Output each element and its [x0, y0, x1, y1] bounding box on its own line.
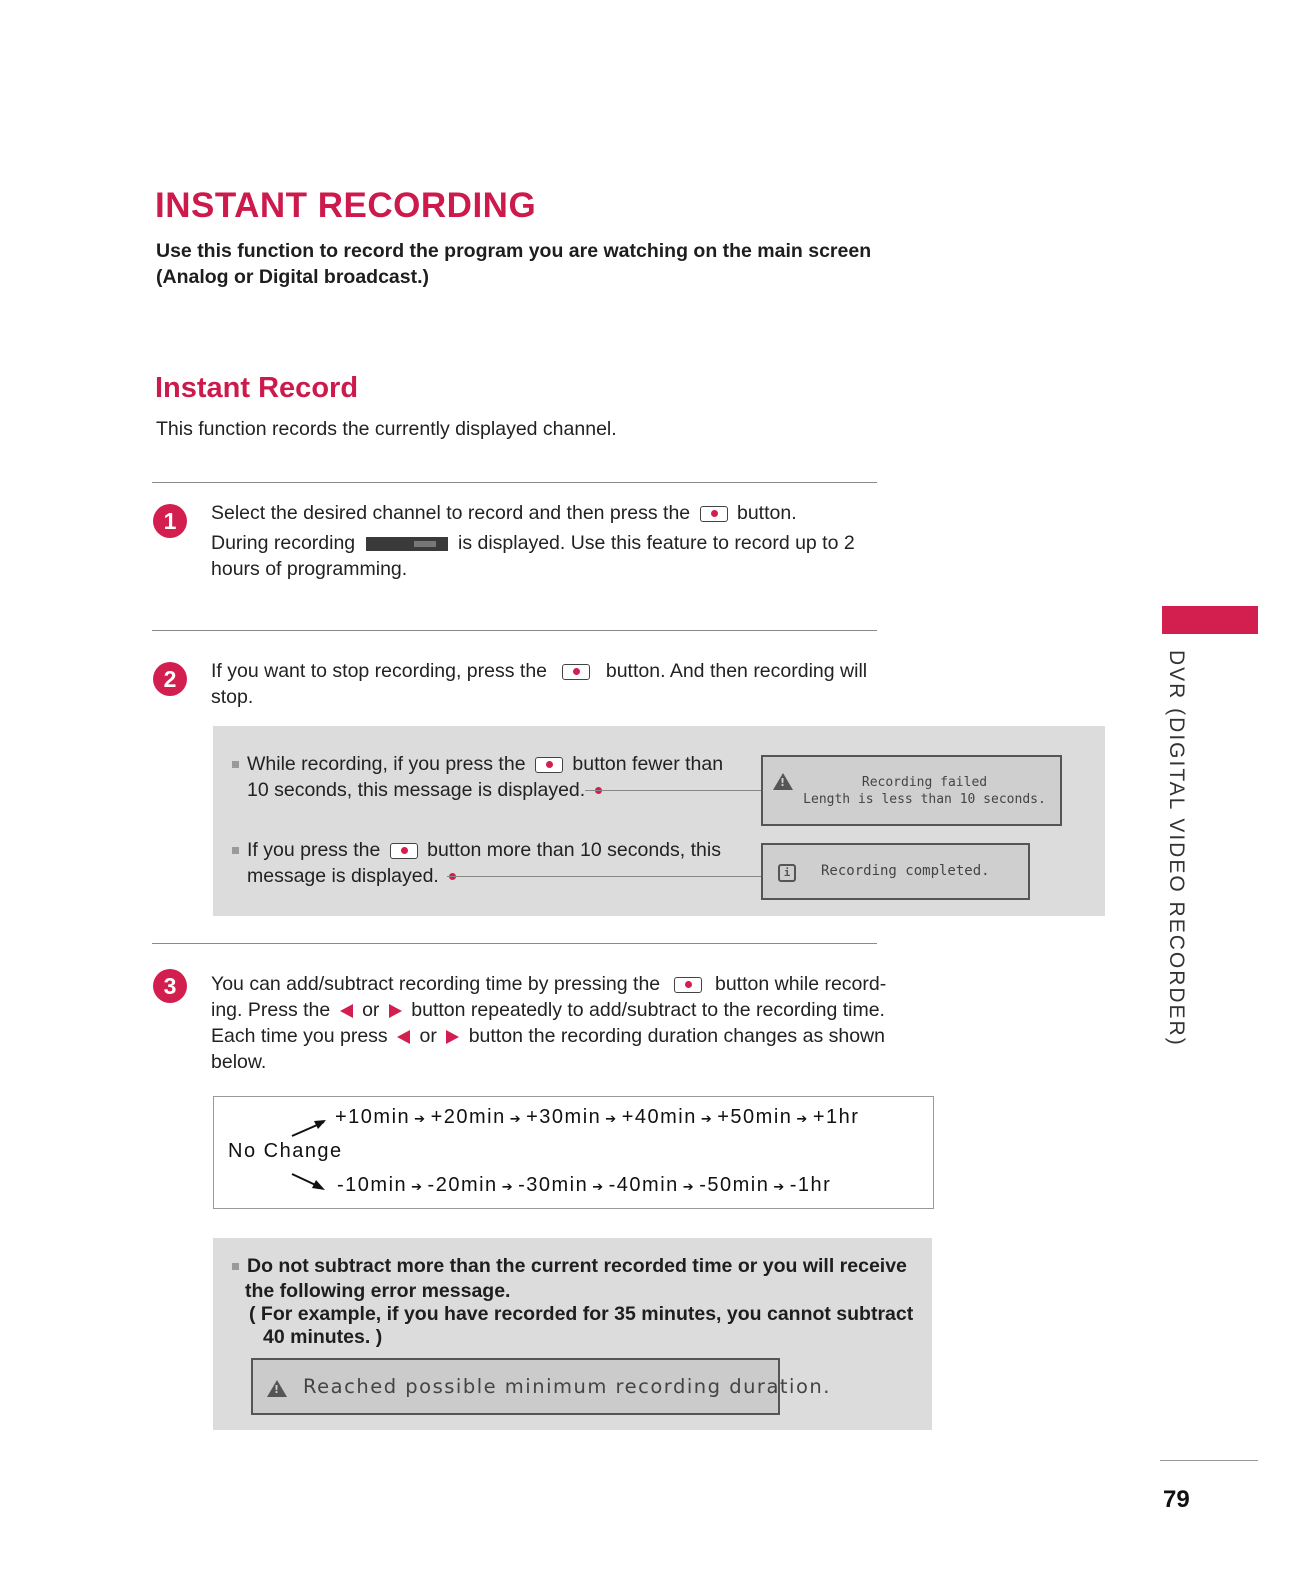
bullet: [232, 761, 239, 768]
left-arrow-icon: [397, 1030, 410, 1044]
record-button-icon: [390, 843, 418, 859]
footer-divider: [1160, 1460, 1258, 1461]
branch-arrows-icon: [288, 1116, 332, 1196]
osd-minimum-duration: ! Reached possible minimum recording duration.: [251, 1358, 780, 1415]
page-number: 79: [1163, 1486, 1190, 1513]
connector-line: [447, 876, 761, 877]
record-button-icon: [535, 757, 563, 773]
osd-recording-completed: i Recording completed.: [761, 843, 1030, 900]
osd-recording-failed: ! Recording failed Length is less than 10 seconds.: [761, 755, 1062, 826]
step-1-text: Select the desired channel to record and then press the button. During recording is displayed. Use this feature to record up to 2 hours of programming.: [211, 502, 855, 580]
warning-note-text: Do not subtract more than the current recorded time or you will receive the following error message. ( For example, if you have recorded for 35 minutes, you cannot subtract 40 minutes. ): [232, 1254, 922, 1350]
right-arrow-icon: [389, 1004, 402, 1018]
section-description: This function records the currently displayed channel.: [156, 418, 617, 440]
warning-icon: [267, 1380, 287, 1397]
bullet: [232, 847, 239, 854]
record-button-icon: [674, 977, 702, 993]
recording-indicator-icon: [366, 537, 448, 551]
page-title: INSTANT RECORDING: [155, 186, 537, 225]
divider: [152, 943, 877, 944]
no-change-label: No Change: [228, 1140, 343, 1162]
minus-duration-row: -10min ➔ -20min ➔ -30min ➔ -40min ➔ -50min ➔ -1hr: [337, 1174, 832, 1196]
note-short-press: While recording, if you press the button fewer than 10 seconds, this message is displayed.: [232, 751, 752, 803]
info-icon: i: [778, 864, 796, 882]
step-3-text: You can add/subtract recording time by pressing the button while record- ing. Press the or button repeatedly to add/subtract to the recording time. Each time you press or button the recording duration changes as shown below.: [211, 973, 887, 1073]
connector-line: [585, 790, 761, 791]
intro-text: Use this function to record the program you are watching on the main screen (Analog or Digital broadcast.): [156, 240, 872, 288]
chapter-label: DVR (DIGITAL VIDEO RECORDER): [1165, 650, 1188, 1047]
warning-icon: [773, 773, 793, 790]
step-number-3: 3: [153, 969, 187, 1003]
left-arrow-icon: [340, 1004, 353, 1018]
step-number-2: 2: [153, 662, 187, 696]
note-long-press: If you press the button more than 10 seconds, this message is displayed.: [232, 837, 752, 889]
section-tab-marker: [1162, 606, 1258, 634]
divider: [152, 630, 877, 631]
record-button-icon: [700, 506, 728, 522]
bullet: [232, 1263, 239, 1270]
divider: [152, 482, 877, 483]
right-arrow-icon: [446, 1030, 459, 1044]
record-button-icon: [562, 664, 590, 680]
step-number-1: 1: [153, 504, 187, 538]
step-2-text: If you want to stop recording, press the button. And then recording will stop.: [211, 660, 868, 708]
plus-duration-row: +10min ➔ +20min ➔ +30min ➔ +40min ➔ +50min ➔ +1hr: [335, 1106, 860, 1128]
section-title: Instant Record: [155, 372, 359, 404]
